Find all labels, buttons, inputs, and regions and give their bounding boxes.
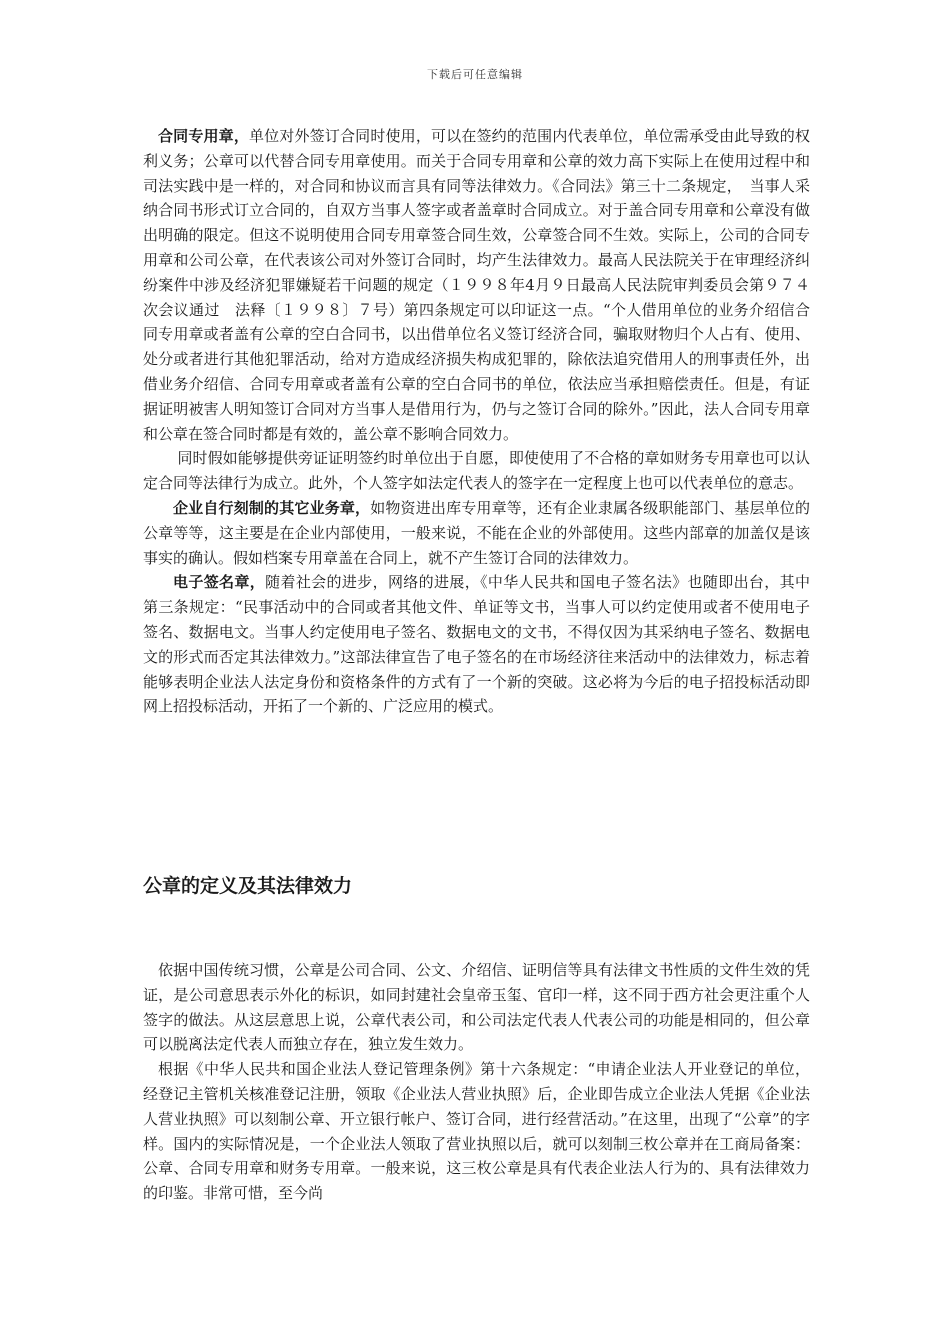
- paragraph-business-seal: [143, 496, 810, 570]
- paragraph-contract-seal: [143, 124, 810, 446]
- term-business-seal: 企业自行刻制的其它业务章，: [173, 498, 371, 517]
- term-contract-seal: 合同专用章，: [158, 127, 249, 145]
- section-heading: 公章的定义及其法律效力: [143, 875, 353, 897]
- section-seal-types: [143, 124, 810, 719]
- section-seal-definition: [143, 958, 810, 1206]
- paragraph-electronic-seal: [143, 570, 810, 719]
- paragraph-text: 如物资进出库专用章等，还有企业隶属各级职能部门、基层单位的公章等等，这主要是在企业内部使用，一般来说，不能在企业的外部使用。这些内部章的加盖仅是该事实的确认。假如档案专用章盖在合同上，就不产生签订合同的法律效力。: [143, 498, 810, 567]
- paragraph-tradition: 依据中国传统习惯，公章是公司合同、公文、介绍信、证明信等具有法律文书性质的文件生效的凭证，是公司意思表示外化的标识，如同封建社会皇帝玉玺、官印一样，这不同于西方社会更注重个人签字的做法。从这层意思上说，公章代表公司，和公司法定代表人代表公司的功能是相同的，但公章可以脱离法定代表人而独立存在，独立发生效力。: [143, 961, 810, 1054]
- paragraph-text: 随着社会的进步，网络的进展，《中华人民共和国电子签名法》也随即出台，其中第三条规定：“民事活动中的合同或者其他文件、单证等文书，当事人可以约定使用或者不使用电子签名、数据电文。当事人约定使用电子签名、数据电文的文书，不得仅因为其采纳电子签名、数据电文的形式而否定其法律效力。”这部法律宣告了电子签名的在市场经济往来活动中的法律效力，标志着能够表明企业法人法定身份和资格条件的方式有了一个新的突破。这必将为今后的电子招投标活动即网上招投标活动，开拓了一个新的、广泛应用的模式。: [143, 573, 810, 716]
- header-note: 下载后可任意编辑: [427, 68, 523, 81]
- paragraph-regulation: 根据《中华人民共和国企业法人登记管理条例》第十六条规定：“申请企业法人开业登记的单位，经登记主管机关核准登记注册，领取《企业法人营业执照》后，企业即告成立企业法人凭据《企业法人营业执照》可以刻制公章、开立银行帐户、签订合同，进行经营活动。”在这里，出现了“公章”的字样。国内的实际情况是，一个企业法人领取了营业执照以后，就可以刻制三枚公章并在工商局备案：公章、合同专用章和财务专用章。一般来说，这三枚公章是具有代表企业法人行为的、具有法律效力的印鉴。非常可惜，至今尚: [143, 1060, 810, 1203]
- paragraph-supplementary: 同时假如能够提供旁证证明签约时单位出于自愿，即使使用了不合格的章如财务专用章也可以认定合同等法律行为成立。此外，个人签字如法定代表人的签字在一定程度上也可以代表单位的意志。: [143, 449, 810, 493]
- term-electronic-seal: 电子签名章，: [173, 573, 266, 592]
- paragraph-text: 单位对外签订合同时使用，可以在签约的范围内代表单位，单位需承受由此导致的权利义务；公章可以代替合同专用章使用。而关于合同专用章和公章的效力高下实际上在使用过程中和司法实践中是一样的，对合同和协议而言具有同等法律效力。《合同法》第三十二条规定， 当事人采纳合同书形式订立合同的，自双方当事人签字或者盖章时合同成立。对于盖合同专用章和公章没有做出明确的限定。但这不说明使用合同专用章签合同生效，公章签合同不生效。实际上，公司的合同专用章和公司公章，在代表该公司对外签订合同时，均产生法律效力。最高人民法院关于在审理经济纠纷案件中涉及经济犯罪嫌疑若干问题的规定（１９９８年4月９日最高人民法院审判委员会第９７４次会议通过 法释〔１９９８〕７号）第四条规定可以印证这一点。“个人借用单位的业务介绍信合同专用章或者盖有公章的空白合同书，以出借单位名义签订经济合同，骗取财物归个人占有、使用、处分或者进行其他犯罪活动，给对方造成经济损失构成犯罪的，除依法追究借用人的刑事责任外，出借业务介绍信、合同专用章或者盖有公章的空白合同书的单位，依法应当承担赔偿责任。但是，有证据证明被害人明知签订合同对方当事人是借用行为，仍与之签订合同的除外。”因此，法人合同专用章和公章在签合同时都是有效的，盖公章不影响合同效力。: [143, 127, 810, 443]
